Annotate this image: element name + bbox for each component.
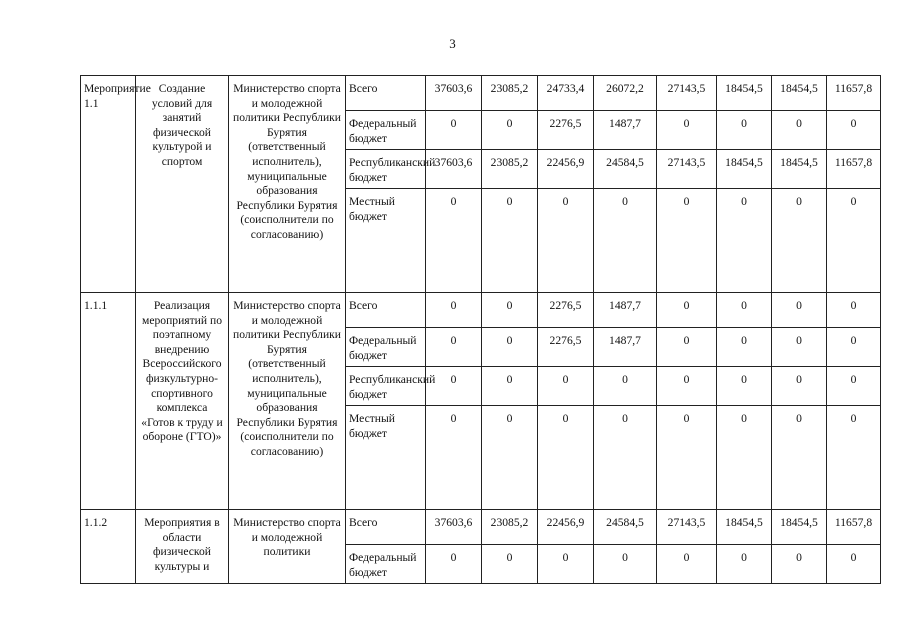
funding-value: 37603,6 bbox=[426, 150, 482, 189]
event-executor: Министерство спорта и молодежной политики bbox=[229, 510, 346, 584]
funding-source: Местный бюджет bbox=[346, 406, 426, 510]
funding-value: 26072,2 bbox=[594, 76, 657, 111]
funding-value: 0 bbox=[426, 111, 482, 150]
funding-value: 0 bbox=[426, 189, 482, 293]
funding-value: 0 bbox=[657, 545, 717, 584]
budget-table bbox=[80, 75, 881, 584]
funding-value: 2276,5 bbox=[538, 328, 594, 367]
funding-value: 2276,5 bbox=[538, 111, 594, 150]
funding-value: 22456,9 bbox=[538, 510, 594, 545]
funding-value: 0 bbox=[482, 293, 538, 328]
funding-value: 0 bbox=[657, 367, 717, 406]
table-row bbox=[81, 76, 881, 111]
funding-value: 0 bbox=[717, 189, 772, 293]
funding-value: 0 bbox=[538, 189, 594, 293]
funding-value: 0 bbox=[717, 293, 772, 328]
funding-source: Всего bbox=[346, 76, 426, 111]
funding-value: 18454,5 bbox=[772, 76, 827, 111]
funding-value: 18454,5 bbox=[717, 76, 772, 111]
funding-value: 0 bbox=[538, 367, 594, 406]
funding-value: 37603,6 bbox=[426, 76, 482, 111]
event-code: Мероприятие 1.1 bbox=[81, 76, 136, 293]
funding-value: 0 bbox=[426, 406, 482, 510]
funding-value: 0 bbox=[717, 111, 772, 150]
funding-value: 27143,5 bbox=[657, 76, 717, 111]
funding-value: 0 bbox=[827, 189, 881, 293]
event-name: Реализация мероприятий по поэтапному внедрению Всероссийского физкультурно-спортивного комплекса «Готов к труду и обороне (ГТО)» bbox=[136, 293, 229, 510]
funding-value: 24733,4 bbox=[538, 76, 594, 111]
funding-value: 1487,7 bbox=[594, 111, 657, 150]
funding-value: 0 bbox=[717, 367, 772, 406]
funding-value: 11657,8 bbox=[827, 510, 881, 545]
funding-value: 0 bbox=[827, 328, 881, 367]
funding-value: 0 bbox=[594, 367, 657, 406]
funding-value: 0 bbox=[827, 367, 881, 406]
table-row bbox=[81, 510, 881, 545]
event-executor: Министерство спорта и молодежной политики Республики Бурятия (ответственный исполнитель), муниципальные образования Республики Бурятия (соисполнители по согласованию) bbox=[229, 293, 346, 510]
funding-value: 0 bbox=[827, 545, 881, 584]
funding-value: 0 bbox=[538, 545, 594, 584]
funding-value: 0 bbox=[772, 545, 827, 584]
funding-value: 0 bbox=[657, 293, 717, 328]
event-executor: Министерство спорта и молодежной политики Республики Бурятия (ответственный исполнитель), муниципальные образования Республики Бурятия (соисполнители по согласованию) bbox=[229, 76, 346, 293]
funding-value: 0 bbox=[827, 111, 881, 150]
funding-value: 0 bbox=[482, 111, 538, 150]
funding-source: Всего bbox=[346, 293, 426, 328]
funding-value: 18454,5 bbox=[772, 150, 827, 189]
funding-value: 0 bbox=[827, 293, 881, 328]
funding-value: 0 bbox=[426, 545, 482, 584]
funding-value: 0 bbox=[482, 189, 538, 293]
page-number: 3 bbox=[449, 36, 456, 51]
funding-value: 18454,5 bbox=[717, 510, 772, 545]
funding-value: 22456,9 bbox=[538, 150, 594, 189]
funding-value: 0 bbox=[772, 189, 827, 293]
funding-value: 0 bbox=[482, 406, 538, 510]
funding-value: 24584,5 bbox=[594, 510, 657, 545]
funding-value: 23085,2 bbox=[482, 510, 538, 545]
funding-value: 0 bbox=[538, 406, 594, 510]
event-code: 1.1.2 bbox=[81, 510, 136, 584]
funding-value: 23085,2 bbox=[482, 150, 538, 189]
event-code: 1.1.1 bbox=[81, 293, 136, 510]
funding-source: Местный бюджет bbox=[346, 189, 426, 293]
funding-source: Всего bbox=[346, 510, 426, 545]
funding-value: 0 bbox=[772, 328, 827, 367]
funding-value: 0 bbox=[657, 328, 717, 367]
funding-value: 0 bbox=[594, 545, 657, 584]
funding-value: 0 bbox=[772, 111, 827, 150]
funding-value: 0 bbox=[717, 328, 772, 367]
funding-value: 18454,5 bbox=[717, 150, 772, 189]
funding-value: 0 bbox=[657, 189, 717, 293]
funding-source: Федеральный бюджет bbox=[346, 111, 426, 150]
funding-value: 0 bbox=[772, 293, 827, 328]
funding-value: 0 bbox=[482, 545, 538, 584]
funding-value: 11657,8 bbox=[827, 150, 881, 189]
funding-value: 0 bbox=[657, 111, 717, 150]
funding-value: 11657,8 bbox=[827, 76, 881, 111]
funding-value: 0 bbox=[594, 406, 657, 510]
funding-value: 0 bbox=[426, 367, 482, 406]
funding-value: 0 bbox=[426, 293, 482, 328]
funding-value: 0 bbox=[772, 367, 827, 406]
table-row bbox=[81, 293, 881, 328]
funding-value: 0 bbox=[594, 189, 657, 293]
funding-value: 27143,5 bbox=[657, 150, 717, 189]
funding-value: 23085,2 bbox=[482, 76, 538, 111]
funding-value: 0 bbox=[657, 406, 717, 510]
funding-value: 1487,7 bbox=[594, 293, 657, 328]
funding-value: 37603,6 bbox=[426, 510, 482, 545]
event-name: Мероприятия в области физической культуры и bbox=[136, 510, 229, 584]
funding-value: 0 bbox=[717, 545, 772, 584]
funding-value: 27143,5 bbox=[657, 510, 717, 545]
funding-value: 1487,7 bbox=[594, 328, 657, 367]
funding-value: 0 bbox=[426, 328, 482, 367]
funding-source: Республиканский бюджет bbox=[346, 367, 426, 406]
funding-value: 0 bbox=[482, 367, 538, 406]
funding-source: Республиканский бюджет bbox=[346, 150, 426, 189]
funding-value: 0 bbox=[717, 406, 772, 510]
funding-value: 0 bbox=[482, 328, 538, 367]
event-name: Создание условий для занятий физической культурой и спортом bbox=[136, 76, 229, 293]
funding-value: 0 bbox=[772, 406, 827, 510]
funding-source: Федеральный бюджет bbox=[346, 328, 426, 367]
funding-source: Федеральный бюджет bbox=[346, 545, 426, 584]
funding-value: 0 bbox=[827, 406, 881, 510]
funding-value: 18454,5 bbox=[772, 510, 827, 545]
funding-value: 24584,5 bbox=[594, 150, 657, 189]
funding-value: 2276,5 bbox=[538, 293, 594, 328]
